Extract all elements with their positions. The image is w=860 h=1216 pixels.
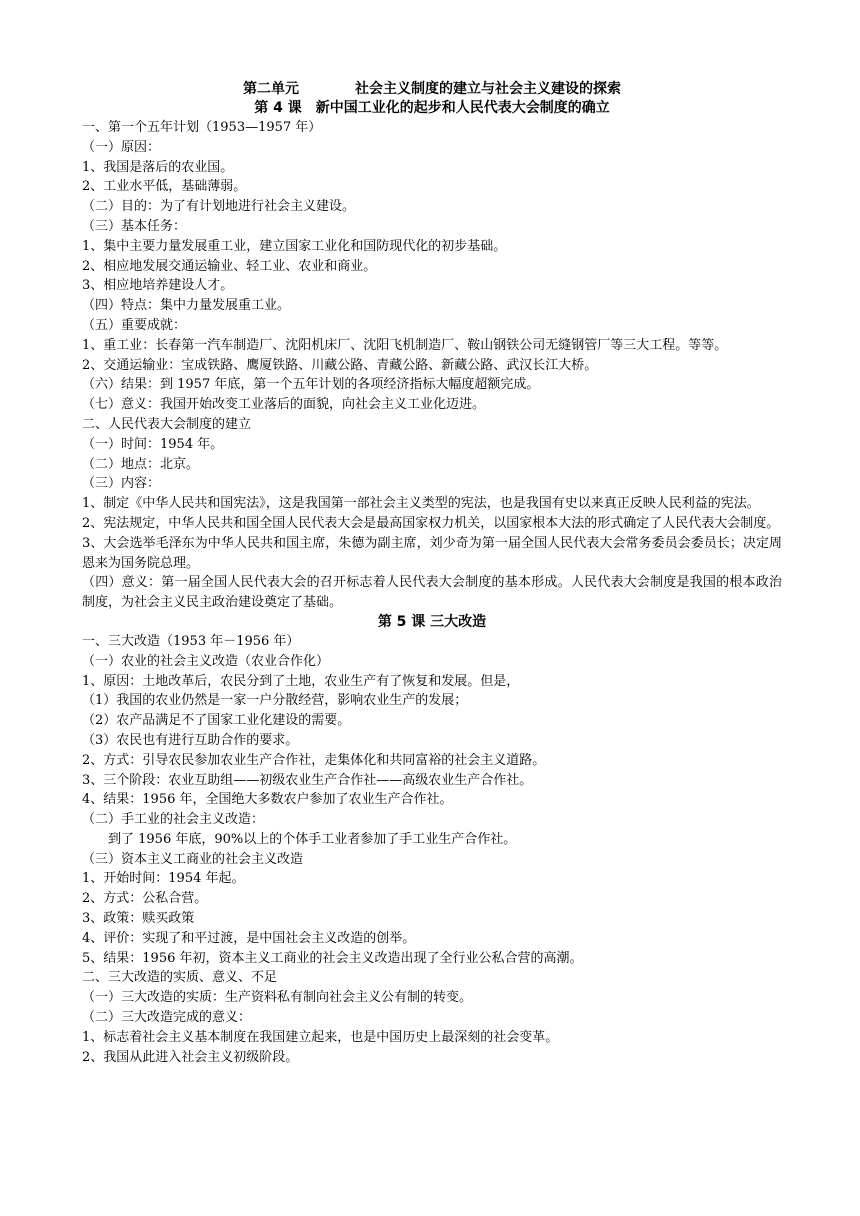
list-item: （2）农产品满足不了国家工业化建设的需要。 — [82, 713, 351, 729]
subsection-heading: （二）地点：北京。 — [82, 456, 200, 472]
subsection-heading: （三）基本任务： — [82, 218, 187, 234]
unit-subject: 社会主义制度的建立与社会主义建设的探索 — [355, 81, 621, 97]
document-page — [82, 80, 782, 1067]
list-item: 2、工业水平低，基础薄弱。 — [82, 179, 247, 195]
list-item: 5、结果：1956 年初，资本主义工商业的社会主义改造出现了全行业公私合营的高潮。 — [82, 950, 583, 966]
list-item: 1、开始时间：1954 年起。 — [82, 871, 245, 887]
list-item: 1、制定《中华人民共和国宪法》，这是我国第一部社会主义类型的宪法，也是我国有史以来真正反映人民利益的宪法。 — [82, 496, 760, 512]
list-item: （1）我国的农业仍然是一家一户分散经营，影响农业生产的发展； — [82, 693, 468, 709]
list-item: 2、我国从此进入社会主义初级阶段。 — [82, 1049, 299, 1065]
list-item: 1、重工业：长春第一汽车制造厂、沈阳机床厂、沈阳飞机制造厂、鞍山钢铁公司无缝钢管厂等三大工程。等等。 — [82, 337, 728, 353]
subsection-heading: （二）手工业的社会主义改造： — [82, 812, 265, 828]
subsection-heading: （四）意义：第一届全国人民代表大会的召开标志着人民代表大会制度的基本形成。人民代表大会制度是我国的根本政治制度，为社会主义民主政治建设奠定了基础。 — [82, 575, 782, 611]
unit-title — [82, 80, 782, 99]
list-item: 4、结果：1956 年，全国绝大多数农户参加了农业生产合作社。 — [82, 792, 453, 808]
list-item: 2、交通运输业：宝成铁路、鹰厦铁路、川藏公路、青藏公路、新藏公路、武汉长江大桥。 — [82, 357, 598, 373]
subsection-heading: （一）三大改造的实质：生产资料私有制向社会主义公有制的转变。 — [82, 990, 473, 1006]
subsection-heading: （一）原因： — [82, 139, 161, 155]
list-item: 1、标志着社会主义基本制度在我国建立起来，也是中国历史上最深刻的社会变革。 — [82, 1029, 559, 1045]
list-item: （3）农民也有进行互助合作的要求。 — [82, 732, 299, 748]
section-heading: 二、三大改造的实质、意义、不足 — [82, 970, 278, 986]
list-item: 2、宪法规定，中华人民共和国全国人民代表大会是最高国家权力机关，以国家根本大法的形式确定了人民代表大会制度。 — [82, 515, 780, 531]
unit-label: 第二单元 — [243, 81, 299, 97]
subsection-heading: （一）时间：1954 年。 — [82, 436, 224, 452]
subsection-heading: （五）重要成就： — [82, 317, 187, 333]
list-item: 1、原因：土地改革后，农民分到了土地，农业生产有了恢复和发展。但是， — [82, 673, 520, 689]
subsection-heading: （二）目的：为了有计划地进行社会主义建设。 — [82, 199, 356, 215]
paragraph: 到了 1956 年底，90%以上的个体手工业者参加了手工业生产合作社。 — [108, 831, 517, 847]
section-heading: 一、三大改造（1953 年－1956 年） — [82, 633, 300, 649]
section-heading: 一、第一个五年计划（1953—1957 年） — [82, 120, 322, 135]
lesson-5-title: 第 5 课 三大改造 — [377, 613, 487, 630]
subsection-heading: （四）特点：集中力量发展重工业。 — [82, 298, 291, 314]
subsection-heading: （三）资本主义工商业的社会主义改造 — [82, 851, 304, 867]
subsection-heading: （一）农业的社会主义改造（农业合作化） — [82, 653, 330, 669]
list-item: 4、评价：实现了和平过渡，是中国社会主义改造的创举。 — [82, 930, 416, 946]
subsection-heading: （七）意义：我国开始改变工业落后的面貌，向社会主义工业化迈进。 — [82, 397, 486, 413]
list-item: 3、大会选举毛泽东为中华人民共和国主席，朱德为副主席，刘少奇为第一届全国人民代表大会常务委员会委员长；决定周恩来为国务院总理。 — [82, 535, 782, 571]
subsection-heading: （六）结果：到 1957 年底，第一个五年计划的各项经济指标大幅度超额完成。 — [82, 377, 540, 393]
section-heading: 二、人民代表大会制度的建立 — [82, 416, 252, 432]
list-item: 3、三个阶段：农业互助组——初级农业生产合作社——高级农业生产合作社。 — [82, 772, 533, 788]
list-item: 3、政策：赎买政策 — [82, 911, 195, 927]
subsection-heading: （三）内容： — [82, 476, 161, 492]
list-item: 2、方式：公私合营。 — [82, 891, 208, 907]
subsection-heading: （二）三大改造完成的意义： — [82, 1010, 252, 1026]
list-item: 1、集中主要力量发展重工业，建立国家工业化和国防现代化的初步基础。 — [82, 238, 507, 254]
list-item: 1、我国是落后的农业国。 — [82, 159, 234, 175]
lesson-4-title: 第 4 课 新中国工业化的起步和人民代表大会制度的确立 — [254, 100, 610, 116]
list-item: 2、相应地发展交通运输业、轻工业、农业和商业。 — [82, 258, 377, 274]
list-item: 3、相应地培养建设人才。 — [82, 278, 234, 294]
list-item: 2、方式：引导农民参加农业生产合作社，走集体化和共同富裕的社会主义道路。 — [82, 752, 546, 768]
